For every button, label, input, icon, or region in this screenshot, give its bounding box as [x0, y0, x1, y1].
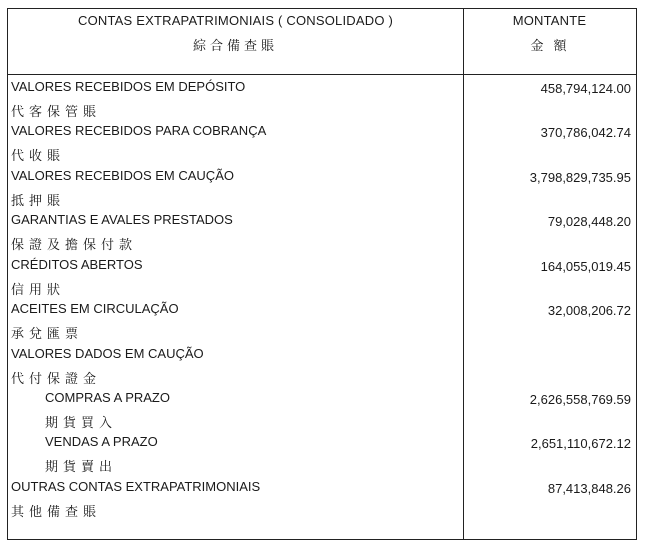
row-label-cn: 代客保管賬	[11, 104, 102, 119]
row-label-pt: CRÉDITOS ABERTOS	[11, 257, 143, 272]
row-amount: 164,055,019.45	[540, 259, 631, 274]
row-label-cn: 期貨買入	[45, 415, 118, 430]
account-header-pt: CONTAS EXTRAPATRIMONIAIS ( CONSOLIDADO )	[78, 13, 393, 28]
row-label-pt: VALORES RECEBIDOS EM DEPÓSITO	[11, 79, 246, 94]
row-label-cn: 期貨賣出	[45, 459, 118, 474]
row-label-pt: VENDAS A PRAZO	[45, 434, 158, 449]
row-label-cn: 信用狀	[11, 282, 66, 297]
row-label-pt: GARANTIAS E AVALES PRESTADOS	[11, 212, 233, 227]
row-label-cn: 承兌匯票	[11, 326, 84, 341]
row-label-cn: 抵押賬	[11, 193, 66, 208]
row-label-pt: VALORES RECEBIDOS EM CAUÇÃO	[11, 168, 234, 183]
row-amount: 32,008,206.72	[547, 303, 631, 318]
row-label-pt: COMPRAS A PRAZO	[45, 390, 170, 405]
column-divider	[463, 9, 464, 539]
header-divider	[8, 74, 636, 75]
row-label-cn: 保證及擔保付款	[11, 237, 138, 252]
row-label-pt: OUTRAS CONTAS EXTRAPATRIMONIAIS	[11, 479, 261, 494]
row-label-pt: VALORES DADOS EM CAUÇÃO	[11, 346, 204, 361]
row-amount: 2,626,558,769.59	[529, 392, 631, 407]
amount-header-cn: 金額	[530, 38, 577, 53]
account-column-header	[8, 9, 463, 74]
row-amount: 3,798,829,735.95	[529, 170, 631, 185]
row-label-cn: 代付保證金	[11, 371, 102, 386]
row-label-pt: ACEITES EM CIRCULAÇÃO	[11, 301, 179, 316]
amount-column-header	[463, 9, 636, 74]
account-header-cn: 綜合備查賬	[192, 38, 278, 53]
row-amount: 79,028,448.20	[547, 214, 631, 229]
row-label-cn: 其他備查賬	[11, 504, 102, 519]
row-label-cn: 代收賬	[11, 148, 66, 163]
row-amount: 458,794,124.00	[540, 81, 631, 96]
row-amount: 87,413,848.26	[547, 481, 631, 496]
row-amount: 370,786,042.74	[540, 125, 631, 140]
amount-header-pt: MONTANTE	[512, 13, 587, 28]
row-amount: 2,651,110,672.12	[530, 436, 631, 451]
off-balance-sheet-table	[7, 8, 637, 540]
row-label-pt: VALORES RECEBIDOS PARA COBRANÇA	[11, 123, 267, 138]
